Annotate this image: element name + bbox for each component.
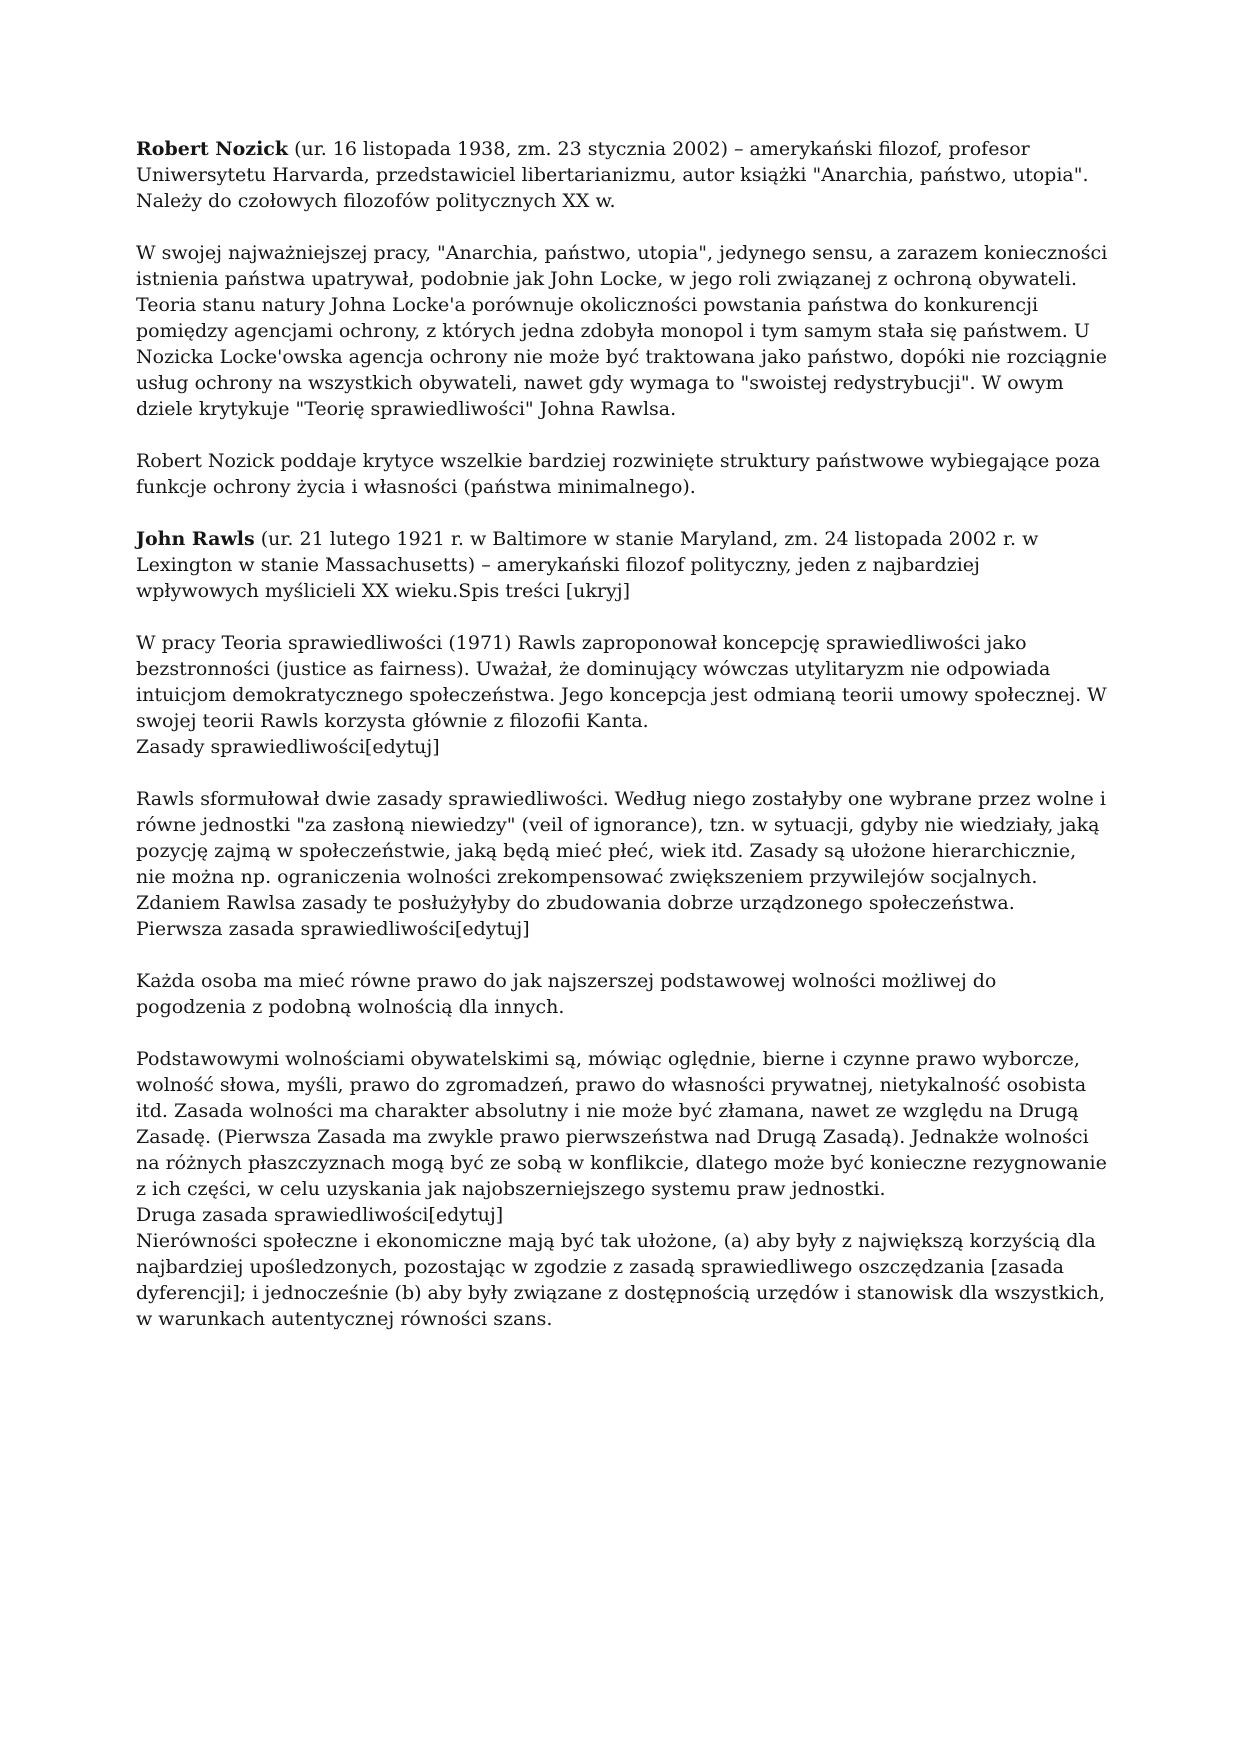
paragraph-rawls-intro bbox=[136, 526, 1108, 604]
paragraph-text: W pracy Teoria sprawiedliwości (1971) Rawls zaproponował koncepcję sprawiedliwości jako bezstronności (justice as fairness). Uważał, że dominujący wówczas utylitaryzm nie odpowiada intuicjom demokratycznego społeczeństwa. Jego koncepcja jest odmianą teorii umowy społecznej. W swojej teorii Rawls korzysta głównie z filozofii Kanta. bbox=[136, 632, 1107, 732]
paragraph-text: Rawls sformułował dwie zasady sprawiedliwości. Według niego zostałyby one wybrane przez wolne i równe jednostki "za zasłoną niewiedzy" (veil of ignorance), tzn. w sytuacji, gdyby nie wiedziały, jaką pozycję zajmą w społeczeństwie, jaką będą mieć płeć, wiek itd. Zasady są ułożone hierarchicznie, nie można np. ograniczenia wolności zrekompensować zwiększeniem przywilejów socjalnych. Zdaniem Rawlsa zasady te posłużyłyby do zbudowania dobrze urządzonego społeczeństwa. bbox=[136, 788, 1106, 914]
section-heading-pierwsza-zasada: Pierwsza zasada sprawiedliwości[edytuj] bbox=[136, 918, 530, 940]
paragraph-text: Każda osoba ma mieć równe prawo do jak najszerszej podstawowej wolności możliwej do pogodzenia z podobną wolnością dla innych. bbox=[136, 970, 997, 1018]
paragraph-first-principle bbox=[136, 968, 1108, 1020]
paragraph-rawls-theory bbox=[136, 630, 1108, 760]
document-body bbox=[136, 136, 1108, 1332]
paragraph-basic-liberties bbox=[136, 1046, 1108, 1332]
paragraph-text: W swojej najważniejszej pracy, "Anarchia, państwo, utopia", jedynego sensu, a zarazem konieczności istnienia państwa upatrywał, podobnie jak John Locke, w jego roli związanej z ochroną obywateli. Teoria stanu natury Johna Locke'a porównuje okoliczności powstania państwa do konkurencji pomiędzy agencjami ochrony, z których jedna zdobyła monopol i tym samym stała się państwem. U Nozicka Locke'owska agencja ochrony nie może być traktowana jako państwo, dopóki nie rozciągnie usług ochrony na wszystkich obywateli, nawet gdy wymaga to "swoistej redystrybucji". W owym dziele krytykuje "Teorię sprawiedliwości" Johna Rawlsa. bbox=[136, 242, 1108, 420]
section-heading-druga-zasada: Druga zasada sprawiedliwości[edytuj] bbox=[136, 1204, 504, 1226]
paragraph-text: (ur. 21 lutego 1921 r. w Baltimore w stanie Maryland, zm. 24 listopada 2002 r. w Lexington w stanie Massachusetts) – amerykański filozof polityczny, jeden z najbardziej wpływowych myślicieli XX wieku.Spis treści [ukryj] bbox=[136, 528, 1039, 602]
paragraph-two-principles bbox=[136, 786, 1108, 942]
paragraph-text: Robert Nozick poddaje krytyce wszelkie bardziej rozwinięte struktury państwowe wybiegające poza funkcje ochrony życia i własności (państwa minimalnego). bbox=[136, 450, 1101, 498]
bold-lead-john-rawls: John Rawls bbox=[136, 528, 255, 550]
paragraph-nozick-anarchia bbox=[136, 240, 1108, 422]
paragraph-nozick-critique bbox=[136, 448, 1108, 500]
section-heading-zasady: Zasady sprawiedliwości[edytuj] bbox=[136, 736, 440, 758]
paragraph-nozick-intro bbox=[136, 136, 1108, 214]
paragraph-text: Podstawowymi wolnościami obywatelskimi są, mówiąc oględnie, bierne i czynne prawo wyborcze, wolność słowa, myśli, prawo do zgromadzeń, prawo do własności prywatnej, nietykalność osobista itd. Zasada wolności ma charakter absolutny i nie może być złamana, nawet ze względu na Drugą Zasadę. (Pierwsza Zasada ma zwykle prawo pierwszeństwa nad Drugą Zasadą). Jednakże wolności na różnych płaszczyznach mogą być ze sobą w konflikcie, dlatego może być konieczne rezygnowanie z ich części, w celu uzyskania jak najobszerniejszego systemu praw jednostki. bbox=[136, 1048, 1107, 1200]
bold-lead-robert-nozick: Robert Nozick bbox=[136, 138, 289, 160]
paragraph-text: (ur. 16 listopada 1938, zm. 23 stycznia 2002) – amerykański filozof, profesor Uniwersytetu Harvarda, przedstawiciel libertarianizmu, autor książki "Anarchia, państwo, utopia". Należy do czołowych filozofów politycznych XX w. bbox=[136, 138, 1089, 212]
paragraph-second-principle-text: Nierówności społeczne i ekonomiczne mają być tak ułożone, (a) aby były z największą korzyścią dla najbardziej upośledzonych, pozostając w zgodzie z zasadą sprawiedliwego oszczędzania [zasada dyferencji]; i jednocześnie (b) aby były związane z dostępnością urzędów i stanowisk dla wszystkich, w warunkach autentycznej równości szans. bbox=[136, 1230, 1106, 1330]
